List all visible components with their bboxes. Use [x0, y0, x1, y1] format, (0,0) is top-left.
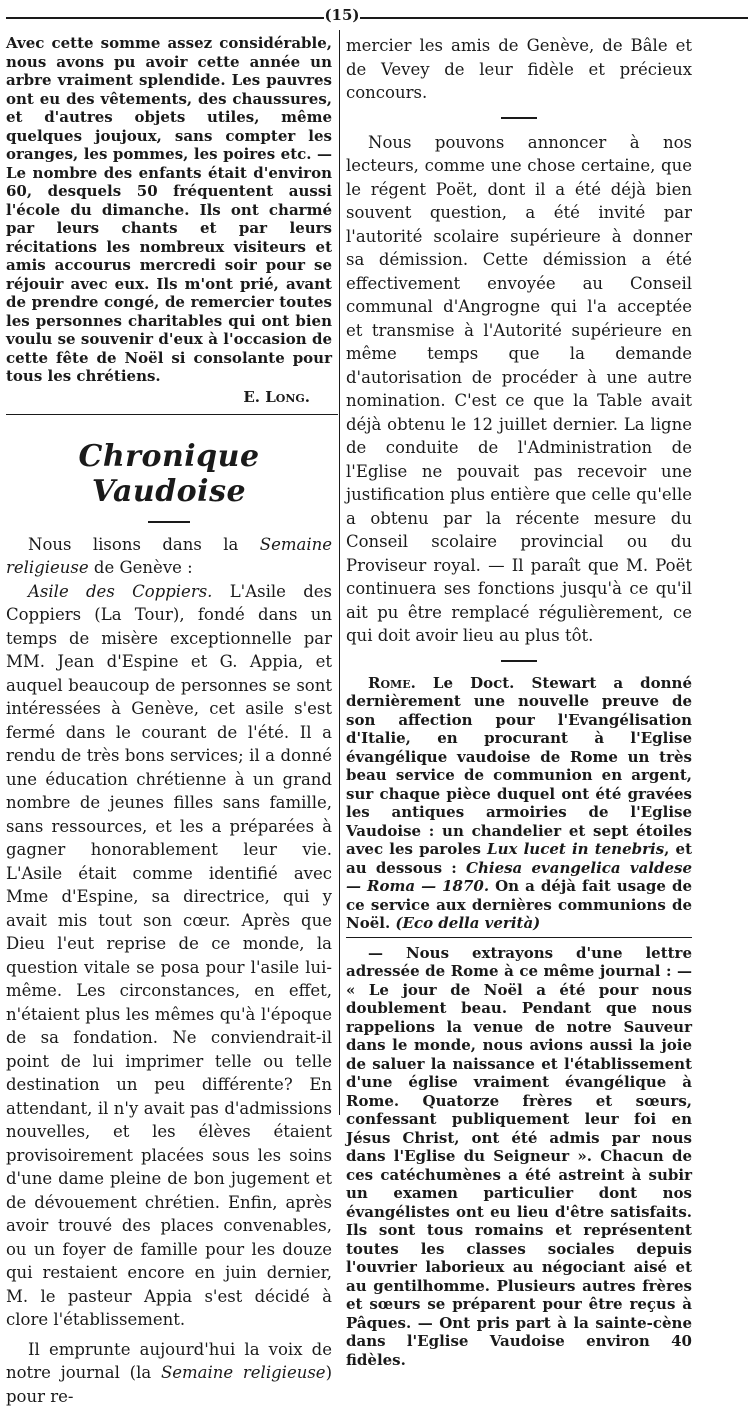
paragraph-rule — [346, 937, 692, 938]
source-citation: (Eco della verità) — [395, 914, 540, 932]
continuation-paragraph: mercier les amis de Genève, de Bâle et de Vevey de leur fidèle et précieux concours. — [346, 34, 692, 105]
title-dash — [148, 521, 190, 523]
column-divider — [339, 30, 340, 1115]
rome-paragraph: Rome. Le Doct. Stewart a donné dernièrement une nouvelle preuve de son affection pour l'Evangélisation d'Italie, en procurant à l'Eglise évangélique vaudoise de Rome un très beau service de communion en argent, sur chaque pièce duquel ont été gravées les antiques armoiries de l'Eglise Vaudoise : un chandelier et sept étoiles avec les paroles Lux lucet in tenebris, et au dessous : Chiesa evangelica valdese — Roma — 1870. On a déjà fait usage de ce service aux dernières communions de Noël. (Eco della verità) — [346, 674, 692, 933]
header-rule-left — [6, 17, 324, 19]
letter-paragraph: — Nous extrayons d'une lettre adressée de Rome à ce même journal : — « Le jour de Noël a été pour nous doublement beau. Pendant que nous rappelions la venue de notre Sauveur dans le monde, nous avions aussi la joie de saluer la naissance et l'établissement d'une église vraiment évangélique à Rome. Quatorze frères et sœurs, confessant publiquement leur foi en Jésus Christ, ont été admis par nous dans l'Eglise du Seigneur ». Chacun de ces catéchumènes a été astreint à subir un examen particulier dont nos évangélistes ont eu lieu d'être satisfaits. Ils sont tous romains et représentent toutes les classes sociales depuis l'ouvrier laborieux au négociant aisé et au gentilhomme. Plusieurs autres frères et sœurs se préparent pour être reçus à Pâques. — Ont pris part à la sainte-cène dans l'Eglise Vaudoise environ 40 fidèles. — [346, 944, 692, 1370]
signature: E. Long. — [6, 388, 332, 406]
emprunte-paragraph: Il emprunte aujourd'hui la voix de notre journal (la Semaine religieuse) pour re- — [6, 1338, 332, 1408]
poet-paragraph: Nous pouvons annoncer à nos lecteurs, comme une chose certaine, que le régent Poët, dont il a été déjà bien souvent question, a été invité par l'autorité scolaire supérieure à donner sa démission. Cette démission a été effectivement envoyée au Conseil communal d'Angrogne qui l'a acceptée et transmise à l'Autorité supérieure en même temps que la demande d'autorisation de procéder à une autre nomination. C'est ce que la Table avait déjà obtenu le 12 juillet dernier. La ligne de conduite de l'Administration de l'Eglise ne pouvait pas recevoir une justification plus entière que celle qu'elle a obtenu par la récente mesure du Conseil scolaire provincial ou du Proviseur royal. — Il paraît que M. Poët continuera ses fonctions jusqu'à ce qu'il ait pu être remplacé régulièrement, ce qui doit avoir lieu au plus tôt. — [346, 131, 692, 648]
page-header — [6, 6, 748, 28]
lead-paragraph: Nous lisons dans la Semaine religieuse de Genève : — [6, 533, 332, 580]
separator-dash — [501, 660, 537, 662]
christmas-tree-paragraph: Avec cette somme assez considérable, nous avons pu avoir cette année un arbre vraiment splendide. Les pauvres ont eu des vêtements, des chaussures, et d'autres objets utiles, même quelques joujoux, sans compter les oranges, les pommes, les poires etc. — Le nombre des enfants était d'environ 60, desquels 50 fréquentent aussi l'école du dimanche. Ils ont charmé par leurs chants et par leurs récitations les nombreux visiteurs et amis accourus mercredi soir pour se réjouir avec eux. Ils m'ont prié, avant de prendre congé, de remercier toutes les personnes charitables qui ont bien voulu se souvenir d'eux à l'occasion de cette fête de Noël si consolante pour tous les chrétiens. — [6, 34, 332, 386]
separator-dash — [501, 117, 537, 119]
section-divider — [6, 414, 338, 415]
asile-paragraph: Asile des Coppiers. L'Asile des Coppiers (La Tour), fondé dans un temps de misère exceptionnelle par MM. Jean d'Espine et G. Appia, et auquel beaucoup de personnes se sont intéressées à Genève, cet asile s'est fermé dans le courant de l'été. Il a rendu de très bons services; il a donné une éducation chrétienne à un grand nombre de jeunes filles sans famille, sans ressources, et les a préparées à gagner honorablement leur vie. L'Asile était comme identifié avec Mme d'Espine, sa directrice, qui y avait mis tout son cœur. Après que Dieu l'eut reprise de ce monde, la question vitale se posa pour l'asile lui-même. Les circonstances, en effet, n'étaient plus les mêmes qu'à l'époque de sa fondation. Ne conviendrait-il point de lui imprimer telle ou telle destination un peu différente? En attendant, il n'y avait pas d'admissions nouvelles, et les élèves étaient provisoirement placées sous les soins d'une dame pleine de bon jugement et de dévouement chrétien. Enfin, après avoir trouvé des places convenables, ou un foyer de famille pour les douze qui restaient encore en juin dernier, M. le pasteur Appia s'est décidé à clore l'établissement. — [6, 580, 332, 1332]
header-rule-right — [360, 17, 748, 19]
rome-label: Rome. — [368, 674, 416, 692]
page-number: (15) — [324, 6, 360, 24]
asile-heading: Asile des Coppiers. — [28, 582, 212, 601]
left-column — [6, 34, 332, 1408]
right-column — [346, 34, 692, 1369]
section-title: Chronique Vaudoise — [6, 439, 332, 509]
